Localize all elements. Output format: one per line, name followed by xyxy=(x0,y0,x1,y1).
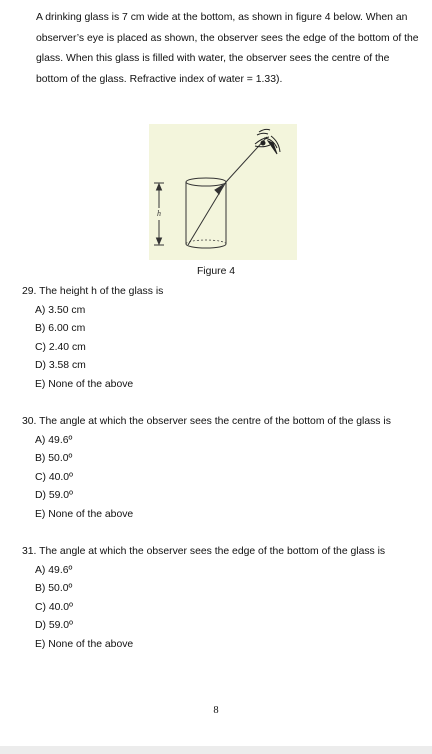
option-c: C) 2.40 cm xyxy=(35,341,86,353)
question-30 xyxy=(22,413,391,525)
option-b: B) 50.0º xyxy=(35,453,73,465)
height-label: h xyxy=(157,209,161,218)
option-a: A) 49.6º xyxy=(35,564,73,576)
problem-statement: A drinking glass is 7 cm wide at the bottom, as shown in figure 4 below. When an observer’s eye is placed as shown, the observer sees the edge of the bottom of the glass. When this glass is filled with water, the observer sees the centre of the bottom of the glass. Refractive index of water = 1.33). xyxy=(36,12,419,85)
page-number: 8 xyxy=(213,705,219,716)
question-stem: 29. The height h of the glass is xyxy=(22,286,164,297)
option-e: E) None of the above xyxy=(35,638,134,650)
eye-icon xyxy=(255,129,280,154)
option-e: E) None of the above xyxy=(35,378,134,390)
option-d: D) 3.58 cm xyxy=(35,360,86,372)
option-a: A) 3.50 cm xyxy=(35,304,86,316)
figure-caption: Figure 4 xyxy=(196,266,236,277)
option-a: A) 49.6º xyxy=(35,434,73,446)
page-bottom-edge xyxy=(0,746,432,754)
option-b: B) 6.00 cm xyxy=(35,323,86,335)
question-29 xyxy=(22,283,163,395)
option-c: C) 40.0º xyxy=(35,601,73,613)
question-stem: 31. The angle at which the observer sees the edge of the bottom of the glass is xyxy=(22,546,386,557)
option-e: E) None of the above xyxy=(35,508,134,520)
light-ray xyxy=(188,137,267,245)
option-b: B) 50.0º xyxy=(35,583,73,595)
question-stem: 30. The angle at which the observer sees the centre of the bottom of the glass is xyxy=(22,416,391,427)
option-c: C) 40.0º xyxy=(35,471,73,483)
figure-4-diagram xyxy=(149,124,297,260)
option-d: D) 59.0º xyxy=(35,620,73,632)
question-31 xyxy=(22,543,385,655)
option-d: D) 59.0º xyxy=(35,490,73,502)
glass-diagram-svg xyxy=(149,124,297,260)
